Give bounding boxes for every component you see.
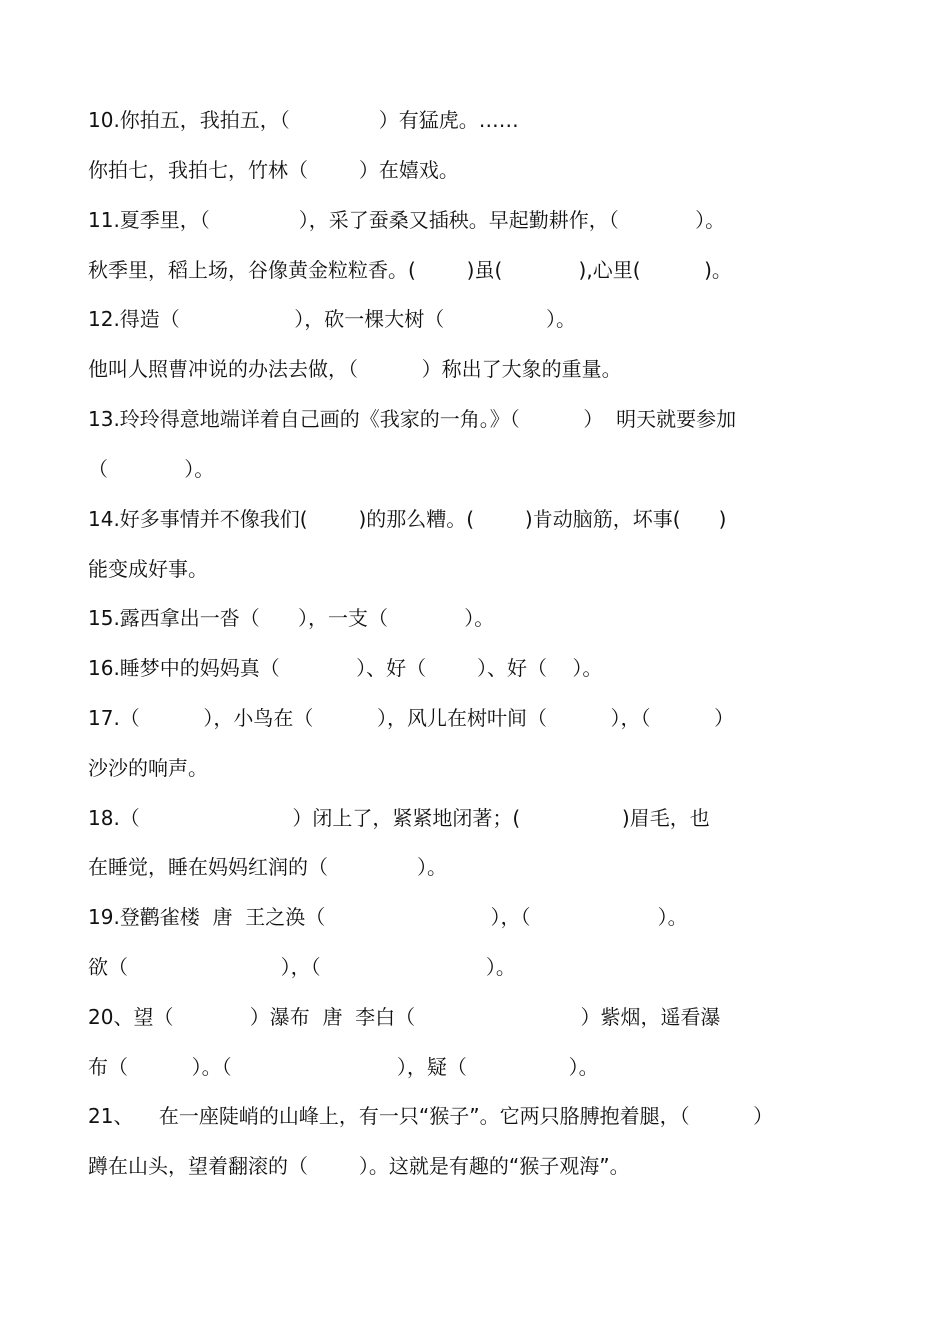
- question-21-line-1: 21、 在一座陡峭的山峰上，有一只“猴子”。它两只胳膊抱着腿，（ ）: [88, 1104, 774, 1128]
- question-16-line-1: 16.睡梦中的妈妈真（ ）、好（ ）、好（ ）。: [88, 656, 603, 680]
- question-14-line-1: 14.好多事情并不像我们( )的那么糟。( )肯动脑筋，坏事( ): [88, 507, 727, 531]
- question-14-line-2: 能变成好事。: [88, 557, 208, 581]
- question-18-line-1: 18.（ ）闭上了，紧紧地闭著；( )眉毛，也: [88, 806, 710, 830]
- question-19-line-2: 欲（ ），（ ）。: [88, 955, 516, 979]
- question-10-line-2: 你拍七，我拍七，竹林（ ）在嬉戏。: [88, 158, 459, 182]
- question-10-line-1: 10.你拍五，我拍五，（ ）有猛虎。……: [88, 108, 519, 132]
- question-20-line-1: 20、望（ ）瀑布 唐 李白（ ）紫烟，遥看瀑: [88, 1005, 721, 1029]
- question-18-line-2: 在睡觉，睡在妈妈红润的（ ）。: [88, 855, 448, 879]
- question-17-line-2: 沙沙的响声。: [88, 756, 208, 780]
- question-12-line-2: 他叫人照曹冲说的办法去做，（ ）称出了大象的重量。: [88, 357, 622, 381]
- question-12-line-1: 12.得造（ ），砍一棵大树（ ）。: [88, 307, 576, 331]
- question-21-line-2: 蹲在山头，望着翻滚的（ ）。这就是有趣的“猴子观海”。: [88, 1154, 630, 1178]
- question-17-line-1: 17.（ ），小鸟在（ ），风儿在树叶间（ ），（ ）: [88, 706, 735, 730]
- question-20-line-2: 布（ ）。（ ），疑（ ）。: [88, 1055, 599, 1079]
- question-11-line-2: 秋季里，稻上场，谷像黄金粒粒香。( )虽( ),心里( )。: [88, 258, 732, 282]
- question-13-line-2: （ ）。: [88, 457, 215, 481]
- question-15-line-1: 15.露西拿出一沓（ ），一支（ ）。: [88, 606, 495, 630]
- question-19-line-1: 19.登鹳雀楼 唐 王之涣（ ），（ ）。: [88, 905, 688, 929]
- question-11-line-1: 11.夏季里，（ ），采了蚕桑又插秧。早起勤耕作，（ ）。: [88, 208, 726, 232]
- question-13-line-1: 13.玲玲得意地端详着自己画的《我家的一角。》（ ） 明天就要参加: [88, 407, 737, 431]
